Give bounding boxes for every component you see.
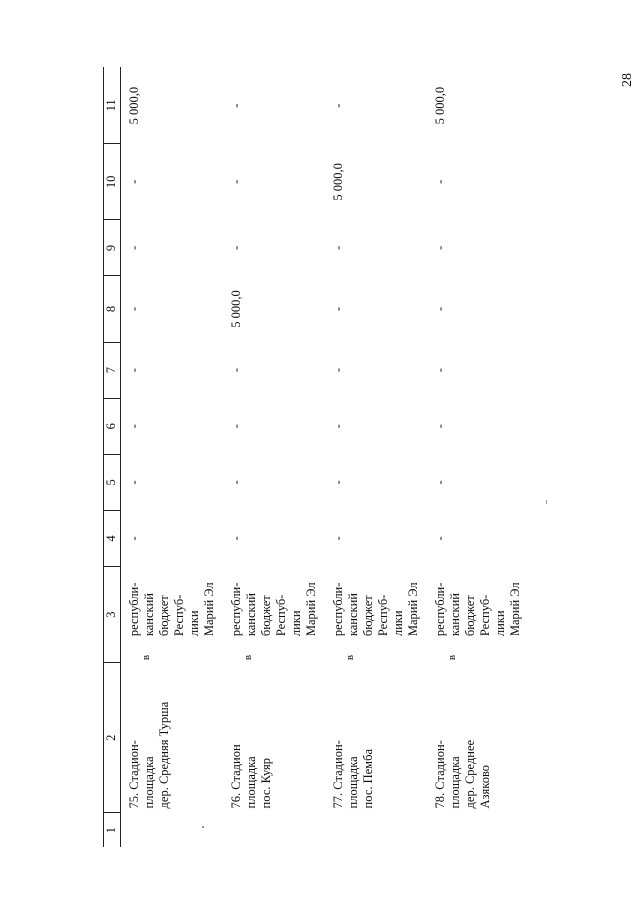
table-cell — [223, 813, 325, 847]
table-cell: - — [331, 245, 345, 251]
column-number-header — [104, 68, 121, 848]
table-cell: - — [331, 103, 345, 108]
table-cell — [121, 813, 224, 847]
object-name: 75. Стадион- площадка дер. Средняя Турша — [127, 701, 171, 809]
column-header: 9 — [104, 220, 121, 276]
table-cell: - — [229, 179, 243, 184]
funding-source-text: республи- канский бюджет Респуб- лики Марий Эл — [229, 582, 318, 637]
preposition: в — [446, 654, 458, 661]
page-number: 28 — [620, 73, 635, 87]
table-cell: - — [229, 424, 243, 429]
table-cell: - — [433, 306, 447, 312]
table-cell: - — [229, 480, 243, 485]
table-row — [121, 68, 224, 848]
table-cell: 5 000,0 — [433, 86, 447, 125]
table-cell: - — [433, 368, 447, 373]
table-cell: - — [229, 103, 243, 108]
column-header: 2 — [104, 663, 121, 813]
funding-source-text: республи- канский бюджет Респуб- лики Марий Эл — [433, 582, 522, 637]
table-cell: - — [127, 306, 141, 312]
table-cell: - — [127, 179, 141, 184]
table-row — [427, 68, 529, 848]
table-row — [223, 68, 325, 848]
preposition: в — [242, 654, 254, 661]
table-cell: - — [331, 536, 345, 541]
column-header: 7 — [104, 342, 121, 398]
table-cell: - — [229, 536, 243, 541]
column-header: 5 — [104, 454, 121, 510]
table-cell: - — [127, 536, 141, 541]
table-cell: - — [331, 368, 345, 373]
table-cell: 5 000,0 — [229, 290, 243, 328]
table-cell: - — [229, 368, 243, 373]
preposition: в — [140, 654, 152, 661]
column-header: 3 — [104, 566, 121, 662]
table-cell: - — [433, 536, 447, 541]
table-cell: - — [127, 245, 141, 251]
table-cell: 5 000,0 — [331, 163, 345, 201]
table-cell: - — [127, 424, 141, 429]
funding-source — [325, 566, 427, 662]
table-cell: - — [433, 245, 447, 251]
funding-source — [121, 566, 224, 662]
table-row — [325, 68, 427, 848]
object-name: 76. Стадион площадка пос. Куяр — [229, 744, 273, 809]
table-cell: - — [433, 424, 447, 429]
funding-source-text: республи- канский бюджет Респуб- лики Марий Эл — [331, 582, 420, 637]
table-cell — [427, 813, 529, 847]
scan-speck — [546, 500, 547, 504]
table-cell: - — [331, 306, 345, 312]
table-cell: 5 000,0 — [127, 86, 141, 125]
column-header: 6 — [104, 398, 121, 454]
object-name: 78. Стадион- площадка дер. Среднее Азяково — [433, 739, 492, 809]
table-cell: - — [331, 424, 345, 429]
table-cell: - — [127, 368, 141, 373]
column-header: 10 — [104, 144, 121, 220]
column-header: 11 — [104, 68, 121, 144]
funding-table — [103, 67, 529, 847]
funding-source — [427, 566, 529, 662]
column-header: 4 — [104, 510, 121, 566]
funding-source — [223, 566, 325, 662]
table-cell: - — [127, 480, 141, 485]
funding-source-text: республи- канский бюджет Респуб- лики Марий Эл — [127, 582, 216, 637]
table-cell: - — [229, 245, 243, 251]
table-cell: - — [433, 179, 447, 184]
column-header: 8 — [104, 276, 121, 342]
table-cell: - — [331, 480, 345, 485]
object-name: 77. Стадион- площадка пос. Пемба — [331, 740, 375, 809]
rotated-table-sheet — [103, 67, 523, 847]
scan-speck — [202, 826, 204, 828]
column-header: 1 — [104, 813, 121, 847]
table-cell: - — [433, 480, 447, 485]
table-cell — [325, 813, 427, 847]
preposition: в — [344, 654, 356, 661]
